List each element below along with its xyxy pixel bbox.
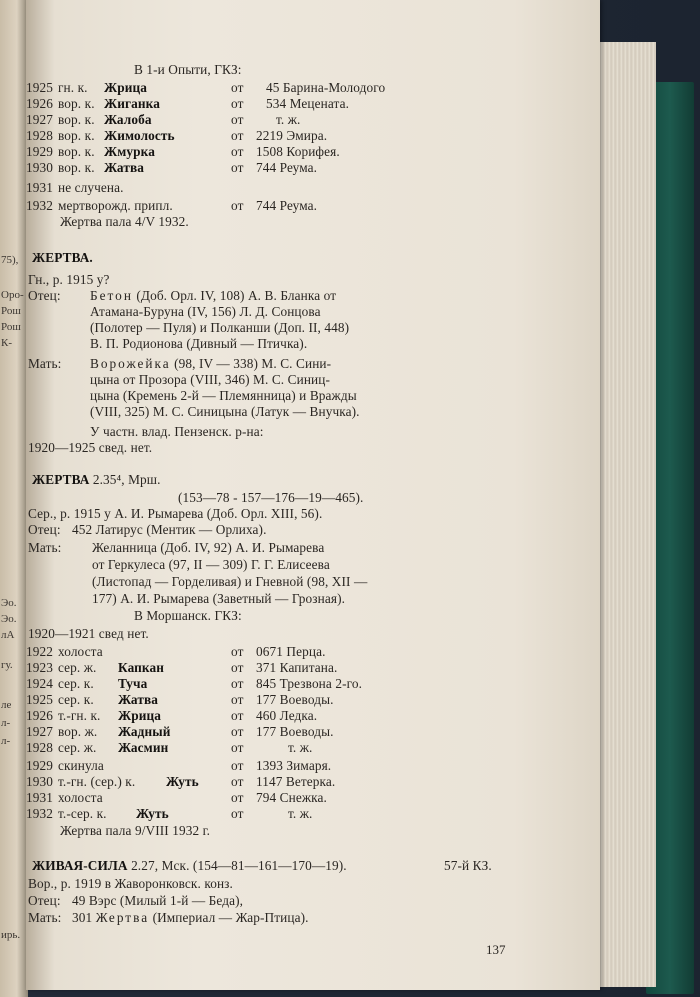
from-label: от: [231, 128, 244, 143]
left-page-fragment: [0, 0, 28, 997]
foal-name: Жимолость: [104, 128, 175, 143]
stud-tag: 57-й КЗ.: [444, 858, 492, 873]
sire: 1508 Корифея.: [256, 144, 340, 159]
measurements: (153—78 - 157—176—19—465).: [178, 490, 364, 505]
father-line: Атамана-Буруна (IV, 156) Л. Д. Сонцова: [90, 304, 321, 319]
description: гн. к.: [58, 80, 88, 95]
year: 1928: [26, 740, 53, 755]
entry-title-detail: 2.27, Мск. (154—81—161—170—19).: [131, 858, 347, 873]
sire: 534 Мецената.: [266, 96, 350, 111]
sire: 460 Ледка.: [256, 708, 318, 723]
mother-line: (Листопад — Горделивая) и Гневной (98, XII —: [92, 574, 368, 589]
sire: 845 Трезвона 2-го.: [256, 676, 362, 691]
left-fragment: Эо.: [1, 613, 17, 625]
from-label: от: [231, 790, 244, 805]
page-number: 137: [486, 942, 506, 957]
sire: 371 Капитана.: [256, 660, 338, 675]
description: т.-сер. к.: [58, 806, 107, 821]
from-label: от: [231, 806, 244, 821]
description: холоста: [58, 644, 103, 659]
description: не случена.: [58, 180, 124, 195]
mother-label: Мать:: [28, 910, 62, 925]
mother-line: цына от Прозора (VIII, 346) М. С. Синиц-: [90, 372, 331, 387]
entry-title-line: [32, 472, 161, 488]
from-label: от: [231, 724, 244, 739]
left-fragment: гу.: [1, 659, 13, 671]
section-heading: В Моршанск. ГКЗ:: [134, 608, 242, 623]
death-note: Жертва пала 9/VIII 1932 г.: [60, 823, 211, 838]
mother-label: Мать:: [28, 540, 62, 555]
entry-title: ЖЕРТВА: [32, 472, 90, 487]
year: 1922: [26, 644, 53, 659]
left-fragment: К-: [1, 337, 12, 349]
from-label: от: [231, 96, 244, 111]
year: 1926: [26, 708, 53, 723]
foal-name: Жалоба: [104, 112, 152, 127]
sire: 2219 Эмира.: [256, 128, 328, 143]
year: 1925: [26, 80, 53, 95]
year: 1931: [26, 790, 53, 805]
entry-line: Сер., р. 1915 у А. И. Рымарева (Доб. Орл. XIII, 56).: [28, 506, 323, 521]
father-detail: (Доб. Орл. IV, 108) А. В. Бланка от: [136, 288, 337, 303]
entry-line: Вор., р. 1919 в Жаворонковск. конз.: [28, 876, 233, 891]
description: сер. ж.: [58, 660, 97, 675]
book-page: [26, 0, 600, 990]
left-fragment: ирь.: [1, 929, 21, 941]
entry-line: Гн., р. 1915 у?: [28, 272, 110, 287]
mother-label: Мать:: [28, 356, 62, 371]
entry-title: ЖЕРТВА.: [32, 250, 93, 265]
foal-name: Жатва: [118, 692, 158, 707]
mother-line: цына (Кремень 2-й — Племянница) и Вражды: [90, 388, 357, 403]
sire: 1147 Ветерка.: [256, 774, 336, 789]
sire: т. ж.: [288, 740, 313, 755]
from-label: от: [231, 198, 244, 213]
from-label: от: [231, 676, 244, 691]
year: 1932: [26, 806, 53, 821]
father-label: Отец:: [28, 288, 61, 303]
sire: 794 Снежка.: [256, 790, 327, 805]
from-label: от: [231, 144, 244, 159]
sire: 45 Барина-Молодого: [266, 80, 386, 95]
description: мертворожд. припл.: [58, 198, 173, 213]
foal-name: Туча: [118, 676, 148, 691]
description: сер. к.: [58, 676, 94, 691]
sire: 744 Реума.: [256, 160, 318, 175]
year: 1927: [26, 112, 53, 127]
father-line: 452 Латирус (Ментик — Орлиха).: [72, 522, 267, 537]
foal-name: Жатва: [104, 160, 144, 175]
years-note: 1920—1921 свед нет.: [28, 626, 149, 641]
mother-line: (VIII, 325) М. С. Синицына (Латук — Внучка).: [90, 404, 360, 419]
foal-name: Капкан: [118, 660, 164, 675]
from-label: от: [231, 644, 244, 659]
father-label: Отец:: [28, 522, 61, 537]
year: 1923: [26, 660, 53, 675]
entry-title: ЖИВАЯ-СИЛА: [32, 858, 128, 873]
year: 1927: [26, 724, 53, 739]
description: т.-гн. к.: [58, 708, 101, 723]
sire: т. ж.: [276, 112, 301, 127]
year: 1930: [26, 774, 53, 789]
page-edges: [596, 42, 656, 987]
foal-name: Жасмин: [118, 740, 169, 755]
father-line: 49 Вэрс (Милый 1-й — Беда),: [72, 893, 244, 908]
mother-name: Жертва: [95, 910, 150, 925]
foal-name: Жадный: [118, 724, 171, 739]
father-line: В. П. Родионова (Дивный — Птичка).: [90, 336, 308, 351]
father-line: (Полотер — Пуля) и Полканши (Доп. II, 448): [90, 320, 350, 335]
year: 1931: [26, 180, 53, 195]
section-heading: В 1-и Опыти, ГКЗ:: [134, 62, 242, 77]
mother-line: от Геркулеса (97, II — 309) Г. Г. Елисеева: [92, 557, 330, 572]
mother-line: [72, 910, 309, 926]
description: вор. к.: [58, 112, 95, 127]
mother-line: 177) А. И. Рымарева (Заветный — Грозная).: [92, 591, 346, 606]
year: 1932: [26, 198, 53, 213]
from-label: от: [231, 758, 244, 773]
left-fragment: лА: [1, 629, 15, 641]
year: 1928: [26, 128, 53, 143]
year: 1926: [26, 96, 53, 111]
description: холоста: [58, 790, 103, 805]
year: 1930: [26, 160, 53, 175]
foal-name: Жуть: [136, 806, 169, 821]
from-label: от: [231, 774, 244, 789]
year: 1924: [26, 676, 53, 691]
mother-number: 301: [72, 910, 93, 925]
description: вор. к.: [58, 96, 95, 111]
description: вор. к.: [58, 128, 95, 143]
foal-name: Жмурка: [104, 144, 155, 159]
mother-detail: (Империал — Жар-Птица).: [152, 910, 309, 925]
from-label: от: [231, 80, 244, 95]
from-label: от: [231, 692, 244, 707]
father-line: [90, 288, 336, 304]
year: 1925: [26, 692, 53, 707]
description: вор. к.: [58, 144, 95, 159]
left-fragment: Рош: [1, 321, 21, 333]
description: т.-гн. (сер.) к.: [58, 774, 136, 789]
sire: т. ж.: [288, 806, 313, 821]
years-note: 1920—1925 свед. нет.: [28, 440, 153, 455]
left-fragment: л-: [1, 735, 11, 747]
left-fragment: Эо.: [1, 597, 17, 609]
description: вор. ж.: [58, 724, 98, 739]
entry-title-detail: 2.35⁴, Мрш.: [92, 472, 161, 487]
mother-name: Ворожейка: [90, 356, 171, 371]
sire: 177 Воеводы.: [256, 724, 334, 739]
description: скинула: [58, 758, 104, 773]
from-label: от: [231, 160, 244, 175]
left-fragment: 75),: [1, 254, 19, 266]
sire: 177 Воеводы.: [256, 692, 334, 707]
description: сер. ж.: [58, 740, 97, 755]
from-label: от: [231, 708, 244, 723]
sire: 744 Реума.: [256, 198, 318, 213]
left-fragment: Оро-: [1, 289, 24, 301]
foal-name: Жиганка: [104, 96, 160, 111]
left-fragment: л-: [1, 717, 11, 729]
from-label: от: [231, 740, 244, 755]
description: сер. к.: [58, 692, 94, 707]
mother-line: [90, 356, 331, 372]
mother-detail: (98, IV — 338) М. С. Сини-: [174, 356, 332, 371]
foal-name: Жуть: [166, 774, 199, 789]
from-label: от: [231, 660, 244, 675]
death-note: Жертва пала 4/V 1932.: [60, 214, 189, 229]
description: вор. к.: [58, 160, 95, 175]
father-label: Отец:: [28, 893, 61, 908]
year: 1929: [26, 758, 53, 773]
mother-line: Желанница (Доб. IV, 92) А. И. Рымарева: [92, 540, 325, 555]
sire: 0671 Перца.: [256, 644, 326, 659]
owner-note: У частн. влад. Пензенск. р-на:: [90, 424, 264, 439]
foal-name: Жрица: [104, 80, 148, 95]
year: 1929: [26, 144, 53, 159]
father-name: Бетон: [90, 288, 133, 303]
sire: 1393 Зимаря.: [256, 758, 332, 773]
left-fragment: Рош: [1, 305, 21, 317]
from-label: от: [231, 112, 244, 127]
entry-title-line: [32, 858, 347, 874]
left-fragment: ле: [1, 699, 12, 711]
foal-name: Жрица: [118, 708, 162, 723]
